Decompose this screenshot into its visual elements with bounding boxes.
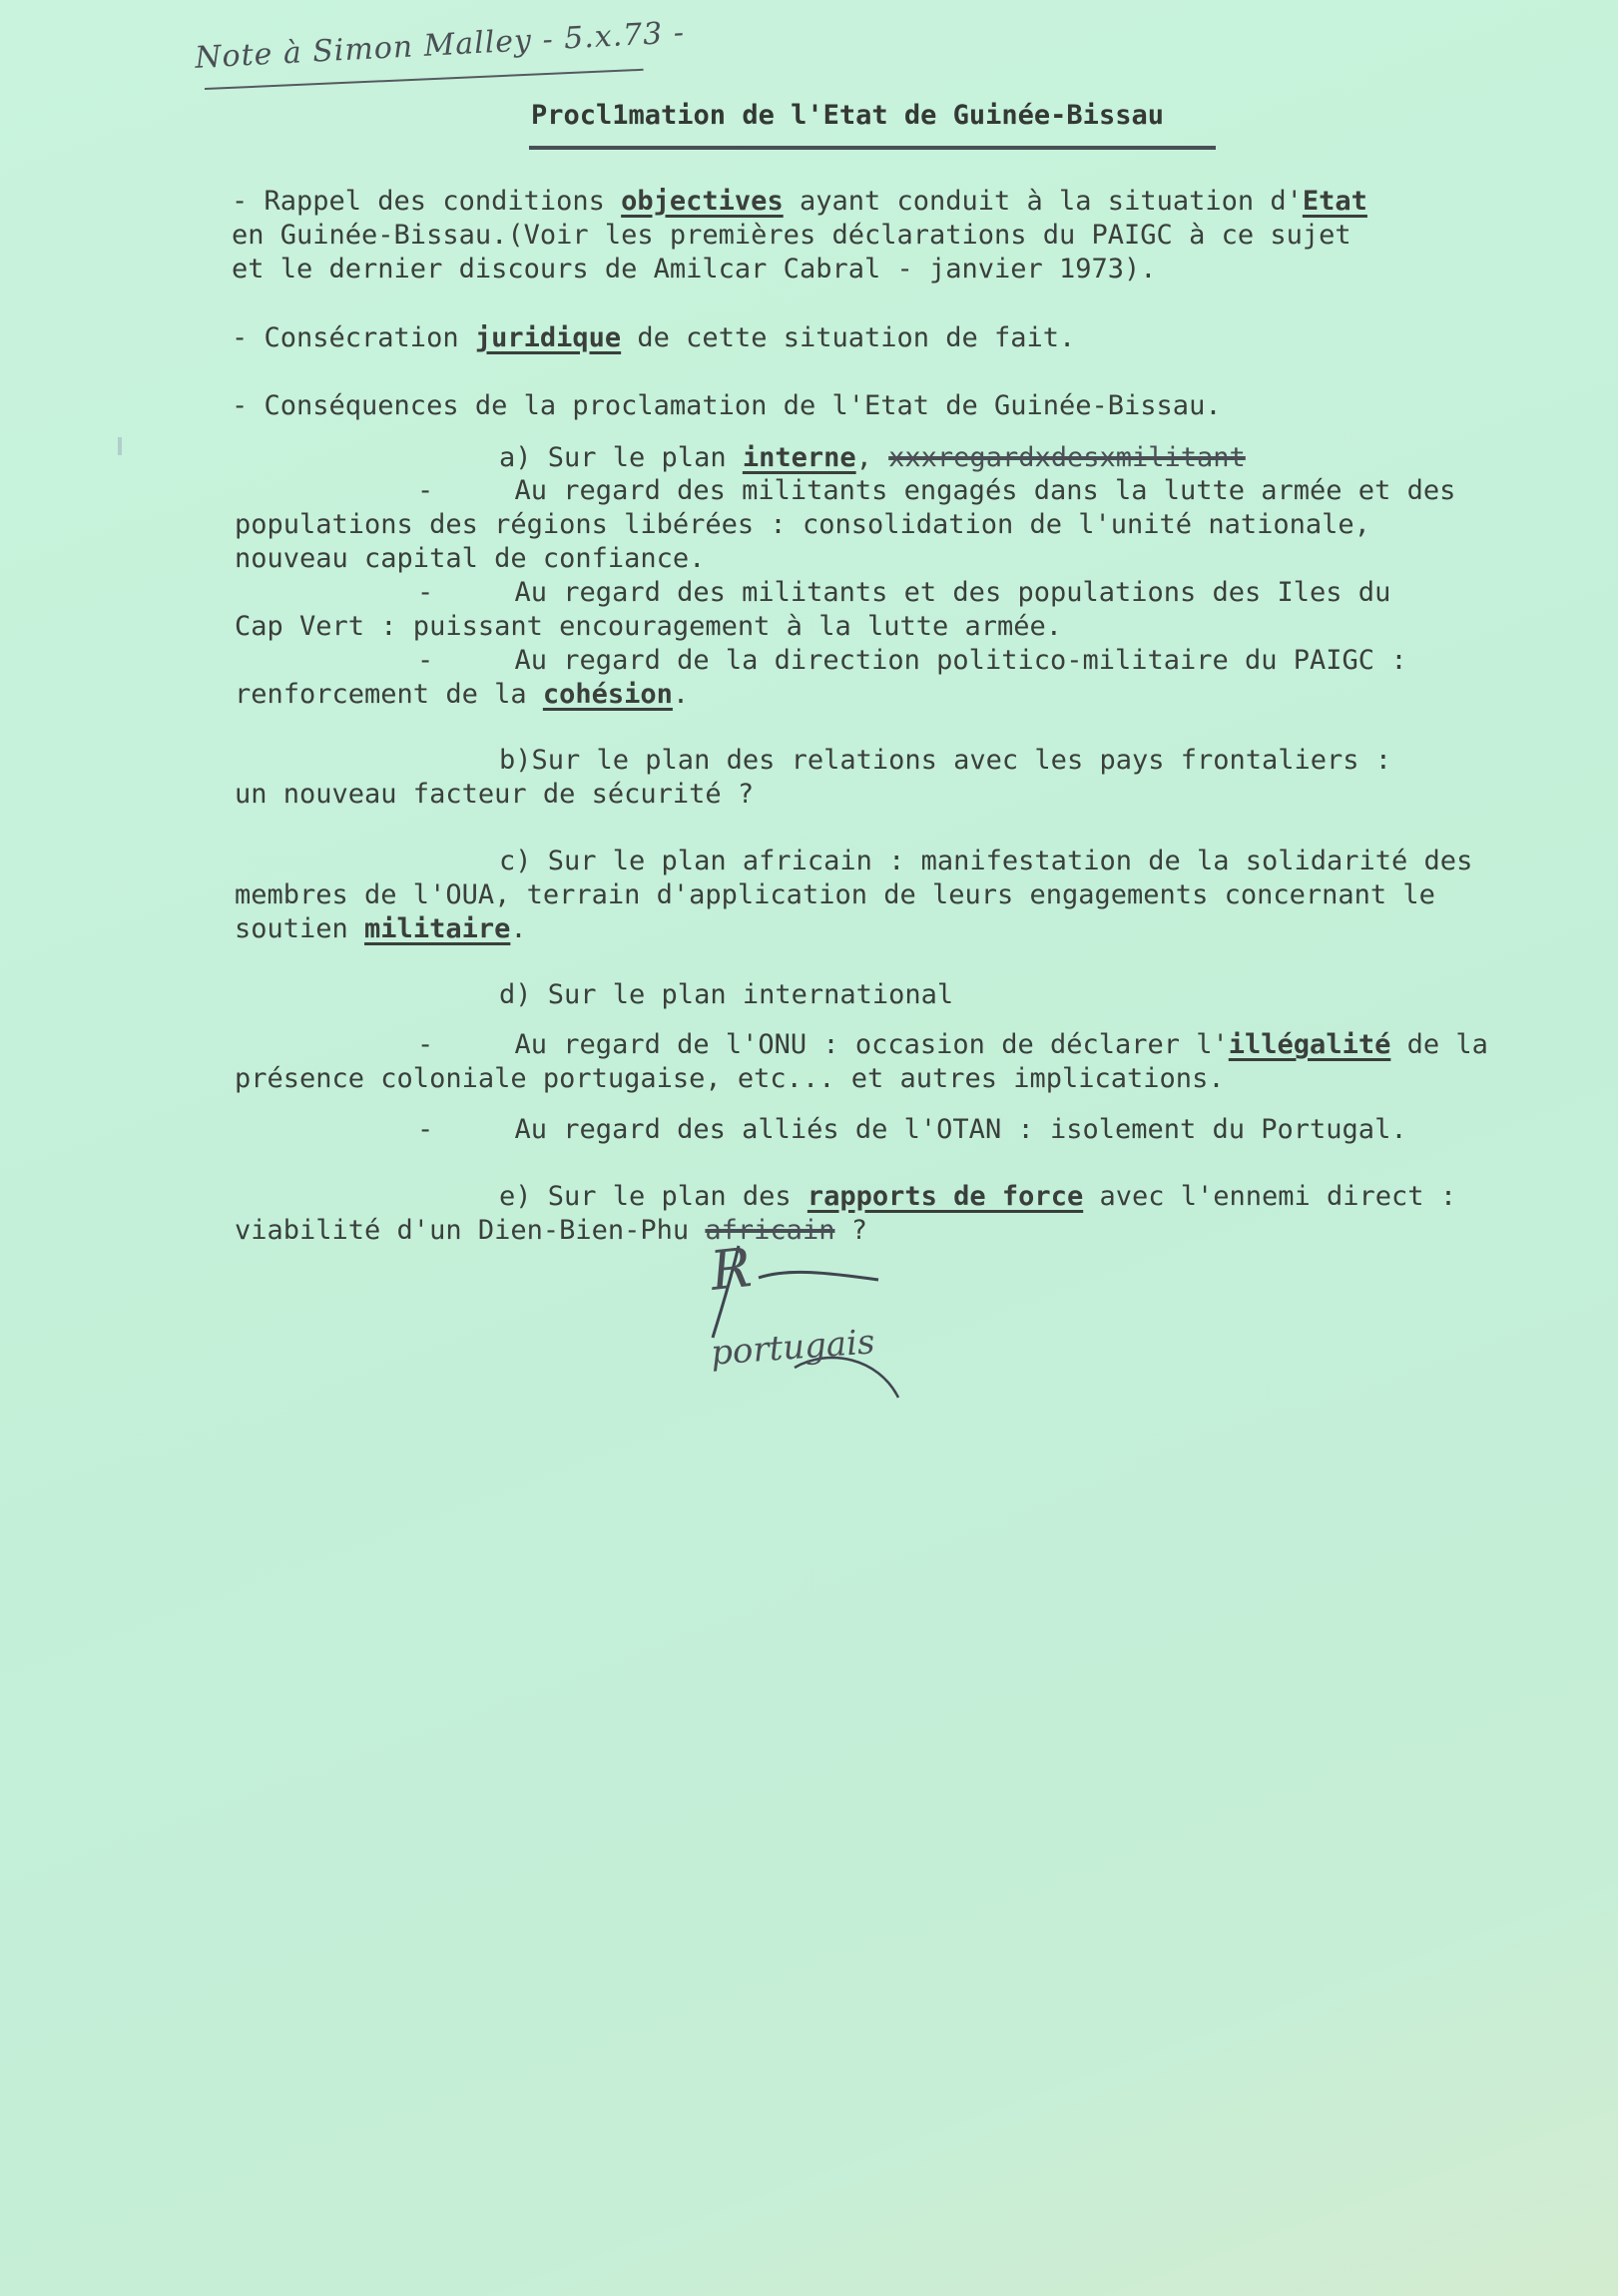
- section1-line3: et le dernier discours de Amilcar Cabral - janvier 1973).: [232, 254, 1157, 285]
- text-run: ,: [855, 442, 889, 473]
- title-underline: [529, 146, 1216, 150]
- text-run: viabilité d'un Dien-Bien-Phu: [235, 1215, 706, 1246]
- point-d2-line1: - Au regard des alliés de l'OTAN : isolement du Portugal.: [417, 1114, 1407, 1145]
- underlined-word: objectives: [621, 186, 784, 217]
- point-d-label: d) Sur le plan international: [499, 979, 954, 1010]
- struck-out-text: africain: [705, 1215, 835, 1246]
- underlined-word: cohésion: [542, 679, 673, 710]
- text-run: de la: [1390, 1029, 1488, 1060]
- handwritten-word: portugais: [709, 1322, 876, 1374]
- text-run: - Au regard de l'ONU : occasion de déclarer l': [417, 1029, 1229, 1060]
- point-d1-line1: [417, 1031, 1488, 1058]
- text-run: de cette situation de fait.: [621, 322, 1076, 353]
- underlined-word: illégalité: [1228, 1029, 1391, 1060]
- text-run: ayant conduit à la situation d': [783, 186, 1303, 217]
- point-a1-line3: nouveau capital de confiance.: [235, 543, 706, 574]
- underlined-word: interne: [742, 442, 856, 473]
- point-a2-line1: - Au regard des militants et des populations des Iles du: [417, 577, 1391, 608]
- margin-mark: [118, 437, 122, 455]
- point-b-line1: b)Sur le plan des relations avec les pays frontaliers :: [499, 745, 1392, 776]
- struck-out-text: xxxregardxdesxmilitant: [888, 442, 1246, 473]
- underlined-word: militaire: [364, 913, 511, 944]
- point-c-line2: membres de l'OUA, terrain d'application de leurs engagements concernant le: [235, 879, 1435, 910]
- signature-stroke: [759, 1272, 878, 1280]
- section1-line2: en Guinée-Bissau.(Voir les premières déclarations du PAIGC à ce sujet: [232, 220, 1351, 251]
- handwritten-underline: [205, 69, 644, 90]
- section3-heading: - Conséquences de la proclamation de l'Etat de Guinée-Bissau.: [232, 390, 1222, 421]
- text-run: .: [672, 679, 690, 710]
- section2-line: [232, 324, 1075, 351]
- point-a1-line2: populations des régions libérées : consolidation de l'unité nationale,: [235, 509, 1370, 540]
- point-a3-line2: [235, 681, 689, 708]
- point-a-label: [499, 444, 1246, 471]
- underlined-word: juridique: [474, 322, 622, 353]
- underlined-word: Etat: [1302, 186, 1367, 217]
- point-d1-line2: présence coloniale portugaise, etc... et autres implications.: [235, 1063, 1225, 1094]
- text-run: a) Sur le plan: [499, 442, 743, 473]
- point-b-line2: un nouveau facteur de sécurité ?: [235, 779, 755, 810]
- handwritten-note: Note à Simon Malley - 5.x.73 -: [194, 15, 686, 76]
- text-run: - Rappel des conditions: [232, 186, 622, 217]
- point-a1-line1: - Au regard des militants engagés dans la lutte armée et des: [417, 475, 1456, 506]
- point-c-line1: c) Sur le plan africain : manifestation de la solidarité des: [499, 846, 1473, 876]
- text-run: soutien: [235, 913, 365, 944]
- point-a3-line1: - Au regard de la direction politico-militaire du PAIGC :: [417, 645, 1407, 676]
- text-run: - Consécration: [232, 322, 475, 353]
- document-title: Procl1mation de l'Etat de Guinée-Bissau: [531, 100, 1164, 131]
- text-run: .: [510, 913, 527, 944]
- underlined-word: rapports de force: [807, 1181, 1084, 1212]
- text-run: renforcement de la: [235, 679, 543, 710]
- text-run: e) Sur le plan des: [499, 1181, 808, 1212]
- signature-initials: R: [707, 1236, 755, 1303]
- point-a2-line2: Cap Vert : puissant encouragement à la lutte armée.: [235, 611, 1063, 642]
- text-run: ?: [834, 1215, 867, 1246]
- point-c-line3: [235, 915, 527, 942]
- text-run: avec l'ennemi direct :: [1083, 1181, 1457, 1212]
- section1-line1: [232, 188, 1367, 215]
- point-e-line1: [499, 1183, 1456, 1210]
